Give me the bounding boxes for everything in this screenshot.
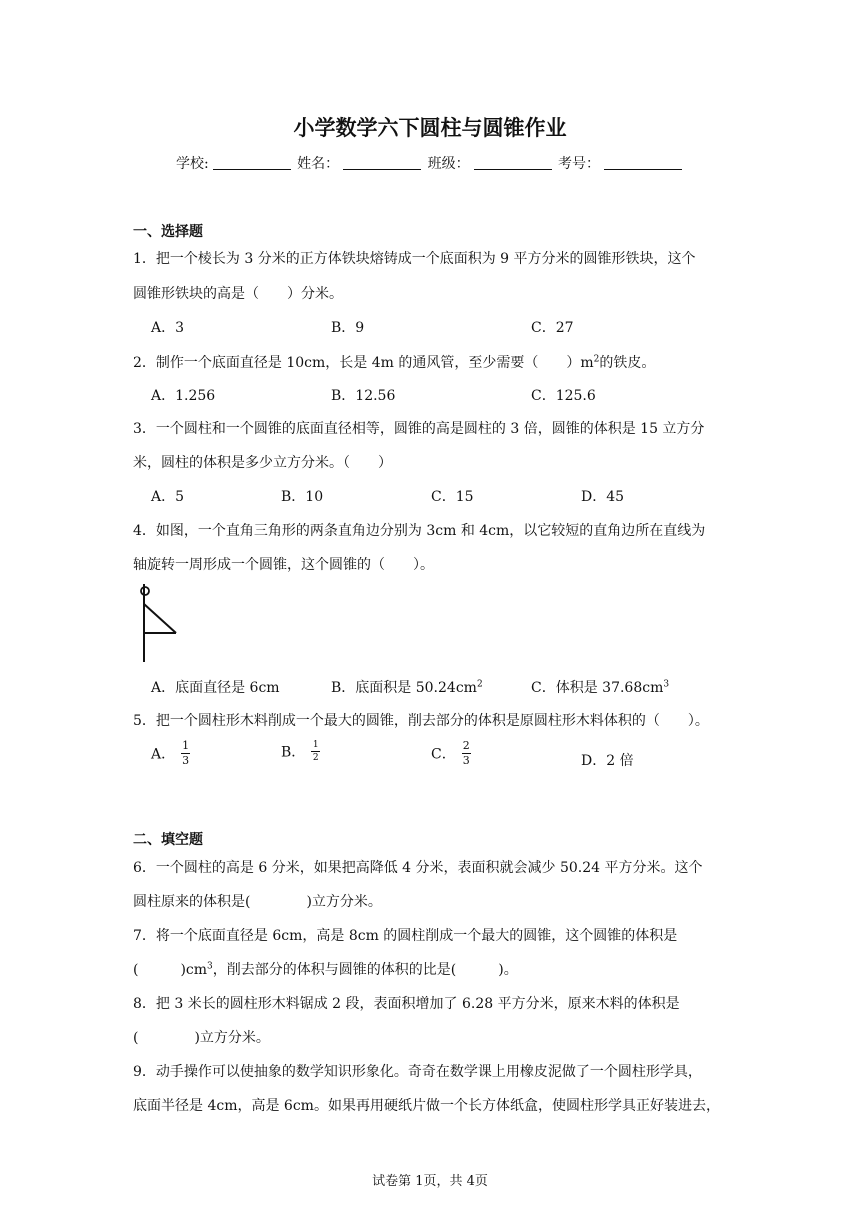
q6-line2: 圆柱原来的体积是( )立方分米。 (133, 894, 382, 910)
fraction: $\frac{1}{2}$ (312, 740, 319, 763)
name-label: 姓名： (297, 156, 340, 172)
fraction: $\frac{1}{3}$ (182, 739, 190, 767)
school-label: 学校: (175, 156, 209, 172)
q9-line2: 底面半径是 4cm，高是 6cm。如果再用硬纸片做一个长方体纸盒，使圆柱形学具正好装进去， (133, 1098, 720, 1114)
q5-option-d[interactable]: D．2 倍 (581, 753, 634, 769)
q9-line1: 9．动手操作可以使抽象的数学知识形象化。奇奇在数学课上用橡皮泥做了一个圆柱形学具， (133, 1064, 702, 1080)
q4-line2: 轴旋转一周形成一个圆锥，这个圆锥的（ ）。 (133, 557, 434, 573)
class-blank[interactable] (474, 155, 552, 170)
q3-option-b[interactable]: B．10 (281, 489, 324, 505)
exam-no-label: 考号： (558, 156, 601, 172)
q3-option-c[interactable]: C．15 (431, 489, 474, 505)
q5-option-c[interactable]: C． $\frac{2}{3}$ (431, 739, 470, 767)
triangle-hypotenuse (144, 604, 176, 633)
q2-option-a[interactable]: A．1.256 (151, 388, 216, 404)
q7-line2: ( )$cm^3$，削去部分的体积与圆锥的体积的比是( )。 (133, 961, 518, 978)
section-heading-choice: 一、选择题 (133, 224, 203, 240)
q7-line1: 7．将一个底面直径是 6cm，高是 8cm 的圆柱削成一个最大的圆锥，这个圆锥的体积是 (133, 928, 678, 944)
q1-line1: 1．把一个棱长为 3 分米的正方体铁块熔铸成一个底面积为 9 平方分米的圆锥形铁块，这个 (133, 251, 696, 267)
school-blank[interactable] (213, 155, 291, 170)
q2-option-c[interactable]: C．125.6 (531, 388, 596, 404)
q2-line1: 2．制作一个底面直径是 10cm，长是 4m 的通风管，至少需要（ ）$m^2$的铁皮。 (133, 354, 656, 371)
page-title: 小学数学六下圆柱与圆锥作业 (293, 116, 567, 140)
q3-option-d[interactable]: D．45 (581, 489, 625, 505)
q4-option-a[interactable]: A．底面直径是 6cm (151, 680, 280, 696)
page-footer: 试卷第 1页，共 4页 (372, 1174, 488, 1189)
q8-line1: 8．把 3 米长的圆柱形木料锯成 2 段，表面积增加了 6.28 平方分米，原来木料的体积是 (133, 996, 680, 1012)
q1-option-b[interactable]: B．9 (331, 320, 365, 336)
q5-line1: 5．把一个圆柱形木料削成一个最大的圆锥，削去部分的体积是原圆柱形木料体积的（ ）。 (133, 713, 709, 729)
section-heading-fill: 二、填空题 (133, 832, 203, 848)
q5-option-b[interactable]: B． $\frac{1}{2}$ (281, 740, 319, 763)
q5-option-a[interactable]: A． $\frac{1}{3}$ (151, 739, 190, 767)
q2-option-b[interactable]: B．12.56 (331, 388, 396, 404)
q1-option-a[interactable]: A．3 (151, 320, 185, 336)
q1-option-c[interactable]: C．27 (531, 320, 574, 336)
q3-line2: 米，圆柱的体积是多少立方分米。（ ） (133, 455, 392, 471)
q8-line2: ( )立方分米。 (133, 1030, 270, 1046)
q4-line1: 4．如图，一个直角三角形的两条直角边分别为 3cm 和 4cm，以它较短的直角边所在直线为 (133, 523, 706, 539)
class-label: 班级： (427, 156, 470, 172)
fraction: $\frac{2}{3}$ (462, 739, 470, 767)
exam-no-blank[interactable] (604, 155, 682, 170)
q3-option-a[interactable]: A．5 (151, 489, 185, 505)
q1-line2: 圆锥形铁块的高是（ ）分米。 (133, 286, 343, 302)
name-blank[interactable] (343, 155, 421, 170)
triangle-rotation-figure (130, 580, 186, 664)
q4-option-c[interactable]: C．体积是 $37.68cm^3$ (531, 679, 670, 696)
q6-line1: 6．一个圆柱的高是 6 分米，如果把高降低 4 分米，表面积就会减少 50.24 平方分米。这个 (133, 860, 703, 876)
q4-option-b[interactable]: B．底面积是 $50.24cm^2$ (331, 679, 483, 696)
student-info-line (0, 153, 860, 173)
q3-line1: 3．一个圆柱和一个圆锥的底面直径相等，圆锥的高是圆柱的 3 倍，圆锥的体积是 15 立方分 (133, 421, 705, 437)
